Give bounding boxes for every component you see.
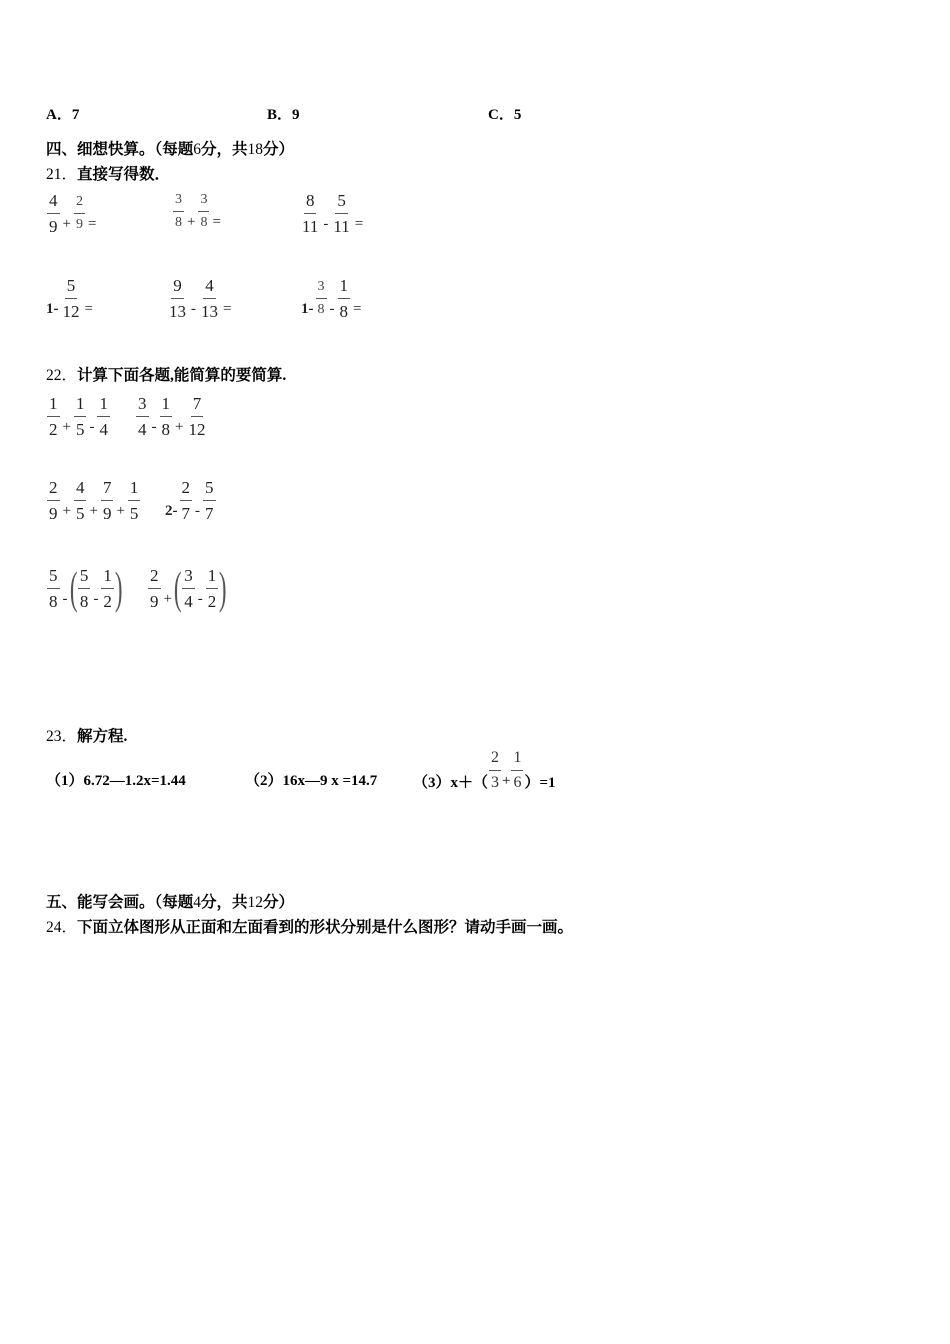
q21-expr-4 [46,277,93,320]
q22-expr-6 [147,562,227,613]
equals-sign: = [84,301,93,317]
fraction: $\frac{1}{2}$ [49,394,58,439]
option-c-label: C． [488,107,514,123]
one-minus: 1- [46,301,59,317]
section-4-title-a: 四、细想快算。（每题 [46,141,194,158]
minus-sign: - [89,419,95,435]
q21-expr-3 [299,192,363,235]
fraction: $\frac{5}{8}$ [49,565,58,611]
option-c-value: 5 [513,107,522,123]
plus-sign: + [502,773,511,789]
fraction: $\frac{1}{8}$ [339,276,348,321]
fraction: $\frac{4}{13}$ [201,276,218,321]
equals-sign: = [87,216,97,232]
option-a [46,103,79,124]
section-4-total: 18 [247,141,264,158]
section-4-title-c: 分） [263,141,295,158]
minus-sign: - [323,216,329,232]
option-b [267,103,300,124]
q21-expr-5 [166,277,231,320]
q24-heading [46,915,573,937]
q23-text: 解方程. [77,728,128,745]
fraction: $\frac{4}{5}$ [75,478,85,523]
q22-expr-2 [135,395,208,438]
equation-2: （2）16x—9 x =14.7 [245,773,378,789]
q22-expr-4 [165,479,217,522]
q22-number: 22． [46,367,78,384]
option-b-value: 9 [292,107,300,123]
fraction: $\frac{2}{3}$ [491,749,500,791]
section-4-heading [46,137,294,159]
fraction: $\frac{1}{2}$ [207,565,217,611]
q22-expr-1 [46,395,111,438]
q24-number: 24． [46,919,78,936]
equation-1: （1）6.72—1.2x=1.44 [46,773,186,789]
plus-sign: + [175,419,184,435]
section-4-points: 6 [193,141,202,158]
fraction: $\frac{2}{9}$ [150,565,159,611]
option-c [488,103,521,124]
fraction: $\frac{1}{5}$ [129,478,139,523]
fraction: $\frac{2}{9}$ [49,478,58,523]
equals-sign: = [354,216,364,232]
fraction: $\frac{8}{11}$ [302,191,319,236]
fraction: $\frac{5}{12}$ [62,276,80,321]
equals-sign: = [223,301,232,317]
minus-sign: - [191,301,196,317]
q21-expr-6 [301,277,361,320]
q22-expr-3 [46,479,141,522]
fraction: $\frac{5}{7}$ [205,478,214,523]
fraction: $\frac{3}{8}$ [200,192,208,230]
one-minus: 1- [301,301,314,317]
plus-sign: + [89,503,98,519]
fraction: $\frac{1}{6}$ [513,749,522,791]
fraction: $\frac{9}{13}$ [169,276,186,321]
option-a-value: 7 [71,107,80,123]
minus-sign: - [329,301,335,317]
section-5-total: 12 [247,894,264,911]
equation-3 [413,749,556,792]
fraction: $\frac{7}{12}$ [188,394,206,439]
minus-sign: - [195,503,200,519]
equation-3-prefix: （3）x＋（ [413,775,489,791]
section-5-points: 4 [193,894,202,911]
equation-3-suffix: ）=1 [524,775,556,791]
q23-number: 23． [46,728,78,745]
q21-number: 21． [46,166,78,183]
q21-text: 直接写得数． [77,166,171,183]
section-5-title-b: 分，共 [201,894,248,911]
fraction: $\frac{3}{4}$ [138,394,147,439]
minus-sign: - [151,419,157,435]
q21-heading [46,162,170,184]
left-paren: ( [69,562,77,613]
plus-sign: + [163,590,172,607]
right-paren: ) [219,562,227,613]
option-b-label: B． [267,107,293,123]
option-a-label: A． [46,107,72,123]
section-5-heading [46,890,294,912]
section-5-title-a: 五、能写会画。（每题 [46,894,194,911]
fraction: $\frac{3}{4}$ [184,565,193,611]
fraction: $\frac{5}{8}$ [79,565,89,611]
fraction: $\frac{7}{9}$ [102,478,112,523]
plus-sign: + [62,419,71,435]
plus-sign: + [62,503,71,519]
q24-text: 下面立体图形从正面和左面看到的形状分别是什么图形？请动手画一画。 [77,919,574,936]
plus-sign: + [62,216,71,232]
fraction: $\frac{1}{8}$ [161,394,170,439]
fraction: $\frac{1}{4}$ [99,394,108,439]
plus-sign: + [187,214,196,230]
minus-sign: - [197,590,203,607]
section-4-title-b: 分，共 [201,141,248,158]
q23-heading [46,724,127,746]
q21-expr-1 [46,192,96,235]
equals-sign: = [212,214,221,230]
fraction: $\frac{1}{2}$ [103,565,112,611]
equals-sign: = [353,301,362,317]
two-minus: 2- [165,503,178,519]
fraction: $\frac{4}{9}$ [49,191,58,236]
fraction: $\frac{2}{9}$ [75,194,83,232]
q22-expr-5 [46,562,123,613]
fraction: $\frac{2}{7}$ [181,478,190,523]
fraction: $\frac{5}{11}$ [333,191,350,236]
right-paren: ) [114,562,123,613]
q22-heading [46,363,286,385]
minus-sign: - [93,590,99,607]
section-5-title-c: 分） [263,894,295,911]
q21-expr-2 [172,192,221,231]
fraction: $\frac{1}{5}$ [75,394,85,439]
left-paren: ( [173,562,182,613]
minus-sign: - [62,590,68,607]
fraction: $\frac{3}{8}$ [175,192,182,230]
q22-text: 计算下面各题,能简算的要简算. [77,367,287,384]
plus-sign: + [116,503,125,519]
fraction: $\frac{3}{8}$ [317,279,325,317]
